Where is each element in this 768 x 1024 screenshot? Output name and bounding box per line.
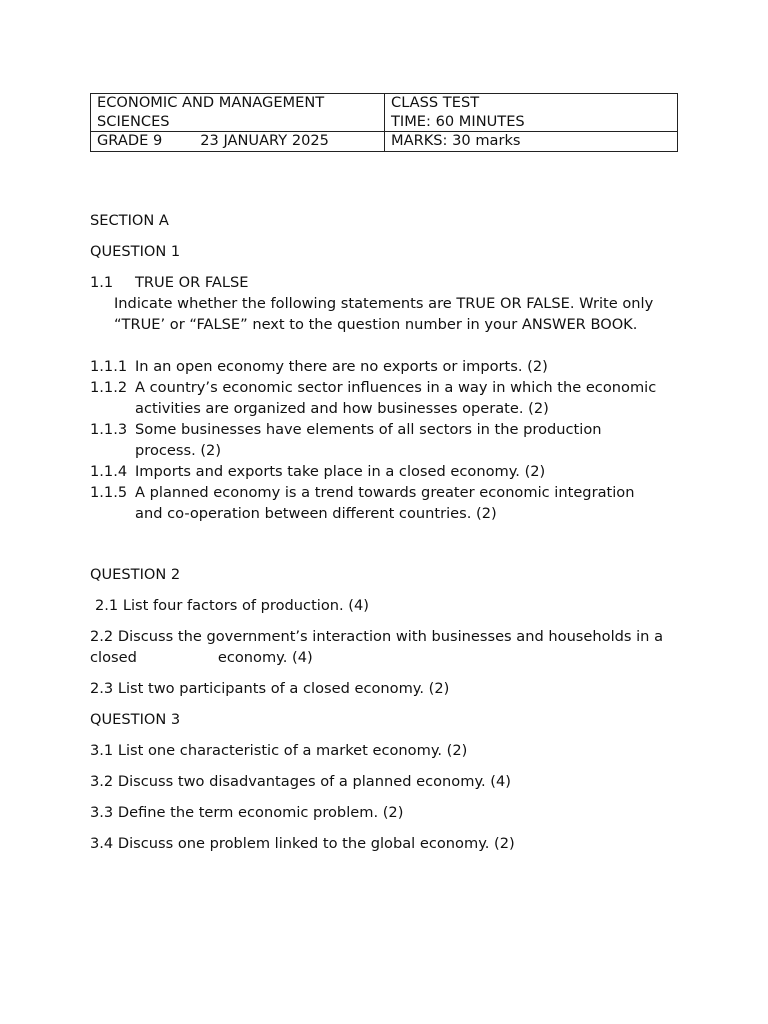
question-3-2: 3.2 Discuss two disadvantages of a planned economy. (4) bbox=[90, 773, 511, 790]
item-text: A country’s economic sector influences in a way in which the economic activities are organized and how businesses operate. (2) bbox=[135, 379, 657, 417]
question-2-2-text-end: economy. (4) bbox=[217, 649, 313, 666]
section-title: SECTION A bbox=[90, 212, 169, 229]
list-item bbox=[90, 461, 690, 482]
list-item bbox=[90, 482, 660, 524]
test-info-cell bbox=[385, 94, 678, 132]
question-3-3: 3.3 Define the term economic problem. (2) bbox=[90, 804, 404, 821]
test-type: CLASS TEST bbox=[391, 94, 480, 111]
subject-cell bbox=[91, 94, 385, 132]
question-2-2 bbox=[90, 626, 680, 668]
question-2-3: 2.3 List two participants of a closed economy. (2) bbox=[90, 680, 450, 697]
header-table bbox=[90, 93, 678, 152]
grade-date-cell bbox=[91, 132, 385, 152]
item-text: Imports and exports take place in a closed economy. (2) bbox=[135, 463, 546, 480]
question-3-4: 3.4 Discuss one problem linked to the global economy. (2) bbox=[90, 835, 515, 852]
test-date: 23 JANUARY 2025 bbox=[200, 132, 329, 149]
item-number: 1.1.1 bbox=[90, 358, 128, 375]
item-number: 1.1.3 bbox=[90, 421, 128, 438]
test-time: TIME: 60 MINUTES bbox=[391, 112, 525, 130]
question1-title: QUESTION 1 bbox=[90, 243, 181, 260]
question3-title: QUESTION 3 bbox=[90, 711, 181, 728]
item-number: 1.1.2 bbox=[90, 379, 128, 396]
item-text: Some businesses have elements of all sectors in the production process. (2) bbox=[135, 421, 602, 459]
subquestion-1-1-heading bbox=[90, 272, 249, 293]
list-item bbox=[90, 419, 630, 461]
item-number: 1.1.4 bbox=[90, 463, 128, 480]
subquestion-number: 1.1 bbox=[90, 274, 114, 291]
subject-line1: ECONOMIC AND MANAGEMENT bbox=[97, 94, 325, 111]
list-item bbox=[90, 356, 690, 377]
item-text: In an open economy there are no exports or imports. (2) bbox=[135, 358, 548, 375]
subquestion-title: TRUE OR FALSE bbox=[135, 274, 249, 291]
instruction-text: Indicate whether the following statements are TRUE OR FALSE. Write only “TRUE’ or “FALSE” next to the question number in your ANSWER BOOK. bbox=[114, 295, 654, 333]
question-2-2-text: 2.2 Discuss the government’s interaction with businesses and households in a closed bbox=[90, 628, 664, 666]
question2-title: QUESTION 2 bbox=[90, 566, 181, 583]
total-marks: MARKS: 30 marks bbox=[391, 132, 521, 149]
list-item bbox=[90, 377, 690, 419]
true-false-list bbox=[90, 356, 690, 524]
question-3-1: 3.1 List one characteristic of a market economy. (2) bbox=[90, 742, 468, 759]
grade: GRADE 9 bbox=[97, 132, 163, 149]
item-number: 1.1.5 bbox=[90, 484, 128, 501]
item-text: A planned economy is a trend towards greater economic integration and co-operation between different countries. (2) bbox=[135, 484, 635, 522]
subject-line2: SCIENCES bbox=[97, 112, 170, 130]
marks-cell bbox=[385, 132, 678, 152]
question-2-1: 2.1 List four factors of production. (4) bbox=[95, 597, 369, 614]
